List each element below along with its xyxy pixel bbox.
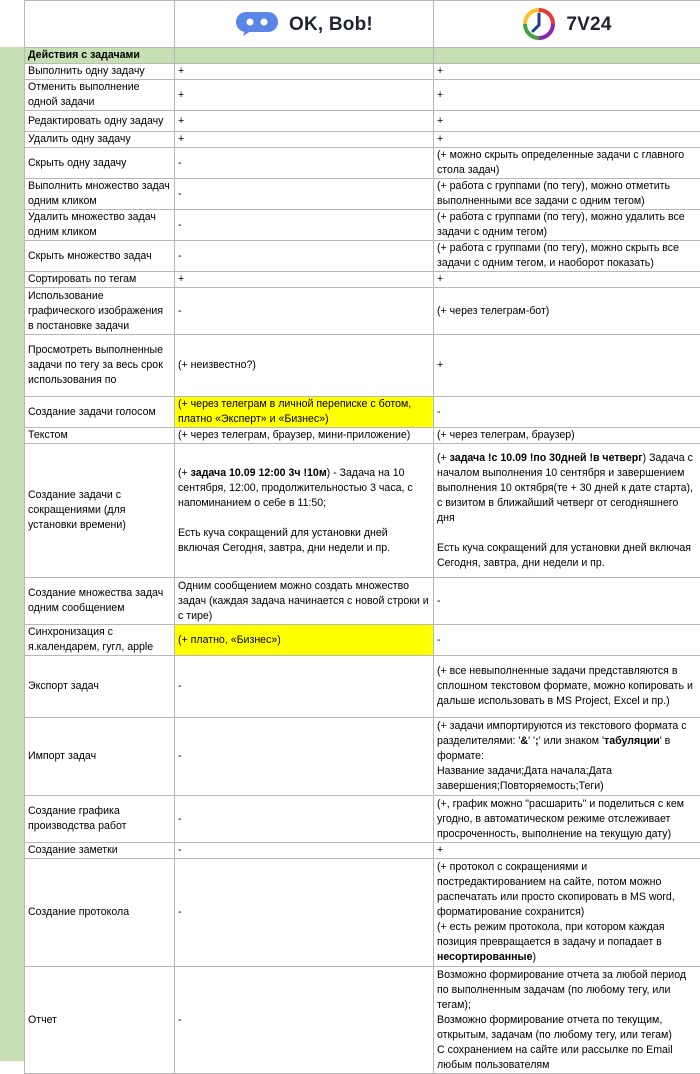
v24-cell: (+ работа с группами (по тегу), можно скрыть все задачи с одним тегом, и наоборот показать) (434, 241, 700, 272)
section-title: Действия с задачами (25, 48, 175, 64)
v24-cell: + (434, 335, 700, 397)
row-gutter-group-marker (0, 47, 24, 1061)
bob-cell: - (175, 796, 434, 843)
bob-cell: - (175, 210, 434, 241)
table-row (25, 967, 700, 1074)
v24-cell: (+ все невыполненные задачи представляются в сплошном текстовом формате, можно копировать и дальше использовать в MS Project, Excel и пр.) (434, 656, 700, 718)
feature-cell: Отчет (25, 967, 175, 1074)
table-row (25, 179, 700, 210)
bob-cell: + (175, 80, 434, 111)
text-run: ' ' (528, 735, 535, 747)
bob-cell: - (175, 179, 434, 210)
table-row (25, 718, 700, 796)
text-run: Есть куча сокращений для установки дней включая Сегодня, завтра, дни недели и пр. (437, 542, 691, 569)
v24-logo-text: 7V24 (566, 17, 611, 32)
header-v24-cell (434, 1, 700, 48)
command-example: задача !с 10.09 !по 30дней !в четверг (450, 452, 643, 464)
table-row (25, 656, 700, 718)
bob-cell: - (175, 148, 434, 179)
blank-line (178, 511, 430, 526)
unsorted-keyword: несортированные (437, 951, 533, 963)
text-run: Есть куча сокращений для установки дней включая Сегодня, завтра, дни недели и пр. (178, 527, 390, 554)
feature-cell: Создание задачи с сокращениями (для установки времени) (25, 444, 175, 578)
feature-cell: Использование графического изображения в постановке задачи (25, 288, 175, 335)
bob-cell: + (175, 64, 434, 80)
bob-cell: - (175, 843, 434, 859)
text-run: С сохранением на сайте или рассылке по Email любым пользователям (437, 1044, 673, 1071)
bob-cell: - (175, 859, 434, 967)
table-row (25, 148, 700, 179)
v24-cell: - (434, 397, 700, 428)
v24-cell: (+ работа с группами (по тегу), можно отметить выполненными все задачи с одним тегом) (434, 179, 700, 210)
table-row (25, 132, 700, 148)
table-row (25, 272, 700, 288)
header-row (25, 1, 700, 48)
feature-cell: Выполнить одну задачу (25, 64, 175, 80)
bob-cell: - (175, 967, 434, 1074)
bob-cell: + (175, 111, 434, 132)
table-row (25, 428, 700, 444)
bob-cell-highlighted: (+ платно, «Бизнес») (175, 625, 434, 656)
text-run: (+ (437, 452, 450, 464)
text-run: (+ задачи импортируются из текстового формата с разделителями: ' (437, 720, 687, 747)
feature-cell: Синхронизация с я.календарем, гугл, apple (25, 625, 175, 656)
text-run: (+ есть режим протокола, при котором каждая позиция превращается в задачу и попадает в (437, 921, 665, 948)
command-example: задача 10.09 12:00 3ч !10м (191, 467, 327, 479)
feature-cell: Редактировать одну задачу (25, 111, 175, 132)
bob-cell (175, 444, 434, 578)
bob-cell: - (175, 288, 434, 335)
v24-cell (434, 444, 700, 578)
feature-cell: Создание задачи голосом (25, 397, 175, 428)
comparison-table (24, 0, 700, 1074)
text-run: (+ (178, 467, 191, 479)
text-run: ) Задача с началом выполнения 10 сентября и завершением выполнения 10 октября(те + 30 дней к дате старта), с визитом в ближайший четверг от сегодняшнего дня (437, 452, 693, 524)
bob-cell: (+ через телеграм, браузер, мини-приложение) (175, 428, 434, 444)
header-empty-cell (25, 1, 175, 48)
v24-cell: - (434, 625, 700, 656)
table-row (25, 796, 700, 843)
section-blank-v24 (434, 48, 700, 64)
bob-cell-highlighted: (+ через телеграм в личной переписке с ботом, платно «Эксперт» и «Бизнес») (175, 397, 434, 428)
feature-cell: Экспорт задач (25, 656, 175, 718)
table-row (25, 64, 700, 80)
table-row (25, 111, 700, 132)
v24-cell: (+ через телеграм-бот) (434, 288, 700, 335)
text-run: Возможно формирование отчета по текущим, открытым, задачам (по любому тегу, или тегам) (437, 1014, 672, 1041)
feature-cell: Создание заметки (25, 843, 175, 859)
bob-logo-text: OK, Bob! (289, 17, 373, 32)
separator-symbol: & (520, 735, 528, 747)
v24-logo (437, 1, 697, 47)
table-row (25, 625, 700, 656)
feature-cell: Скрыть множество задач (25, 241, 175, 272)
feature-cell: Отменить выполнение одной задачи (25, 80, 175, 111)
bob-cell: + (175, 132, 434, 148)
table-row (25, 397, 700, 428)
bob-cell: - (175, 718, 434, 796)
text-run: Возможно формирование отчета за любой период по выполненным задачам (по любому тегу, или тегам); (437, 969, 686, 1011)
table-row (25, 335, 700, 397)
section-row (25, 48, 700, 64)
bob-cell: Одним сообщением можно создать множество задач (каждая задача начинается с новой строки и с тире) (175, 578, 434, 625)
section-blank-bob (175, 48, 434, 64)
table-row (25, 241, 700, 272)
bob-logo (178, 1, 430, 47)
text-run: ' или знаком ' (539, 735, 604, 747)
feature-cell: Создание графика производства работ (25, 796, 175, 843)
text-run: Название задачи;Дата начала;Дата завершения;Повторяемость;Теги) (437, 765, 612, 792)
feature-cell: Текстом (25, 428, 175, 444)
text-run: ) (533, 951, 537, 963)
separator-word: табуляции (604, 735, 660, 747)
feature-cell: Выполнить множество задач одним кликом (25, 179, 175, 210)
v24-cell: - (434, 578, 700, 625)
table-row (25, 210, 700, 241)
v24-cell: (+, график можно "расшарить" и поделиться с кем угодно, в автоматическом режиме отслеживает просроченность, выполнение на текущую дату) (434, 796, 700, 843)
bob-cell: + (175, 272, 434, 288)
feature-cell: Скрыть одну задачу (25, 148, 175, 179)
table-row (25, 843, 700, 859)
bob-cell: - (175, 656, 434, 718)
v24-cell: + (434, 132, 700, 148)
feature-cell: Создание протокола (25, 859, 175, 967)
v24-cell: + (434, 111, 700, 132)
v24-cell: (+ можно скрыть определенные задачи с главного стола задач) (434, 148, 700, 179)
feature-cell: Удалить одну задачу (25, 132, 175, 148)
v24-cell (434, 967, 700, 1074)
feature-cell: Удалить множество задач одним кликом (25, 210, 175, 241)
table-row (25, 288, 700, 335)
text-run: ' в формате: (437, 735, 670, 762)
table-row (25, 859, 700, 967)
v24-cell: + (434, 843, 700, 859)
v24-cell: + (434, 80, 700, 111)
bob-cell: (+ неизвестно?) (175, 335, 434, 397)
feature-cell: Сортировать по тегам (25, 272, 175, 288)
blank-line (437, 526, 697, 541)
v24-cell: (+ работа с группами (по тегу), можно удалить все задачи с одним тегом) (434, 210, 700, 241)
rainbow-clock-icon (522, 7, 556, 41)
v24-cell: (+ через телеграм, браузер) (434, 428, 700, 444)
text-run: ) - Задача на 10 сентября, 12:00, продолжительностью 3 часа, с напоминанием о себе в 11:50; (178, 467, 413, 509)
v24-cell: + (434, 272, 700, 288)
separator-symbol: ; (535, 735, 539, 747)
table-row (25, 578, 700, 625)
feature-cell: Просмотреть выполненные задачи по тегу за весь срок использования по (25, 335, 175, 397)
v24-cell (434, 859, 700, 967)
bob-cell: - (175, 241, 434, 272)
text-run: (+ протокол с сокращениями и постредактированием на сайте, потом можно распечатать или просто скопировать в MS word, форматирование сохранится) (437, 861, 675, 918)
table-row (25, 444, 700, 578)
feature-cell: Создание множества задач одним сообщением (25, 578, 175, 625)
header-bob-cell (175, 1, 434, 48)
chat-bubble-icon (235, 11, 279, 37)
v24-cell (434, 718, 700, 796)
v24-cell: + (434, 64, 700, 80)
feature-cell: Импорт задач (25, 718, 175, 796)
table-row (25, 80, 700, 111)
